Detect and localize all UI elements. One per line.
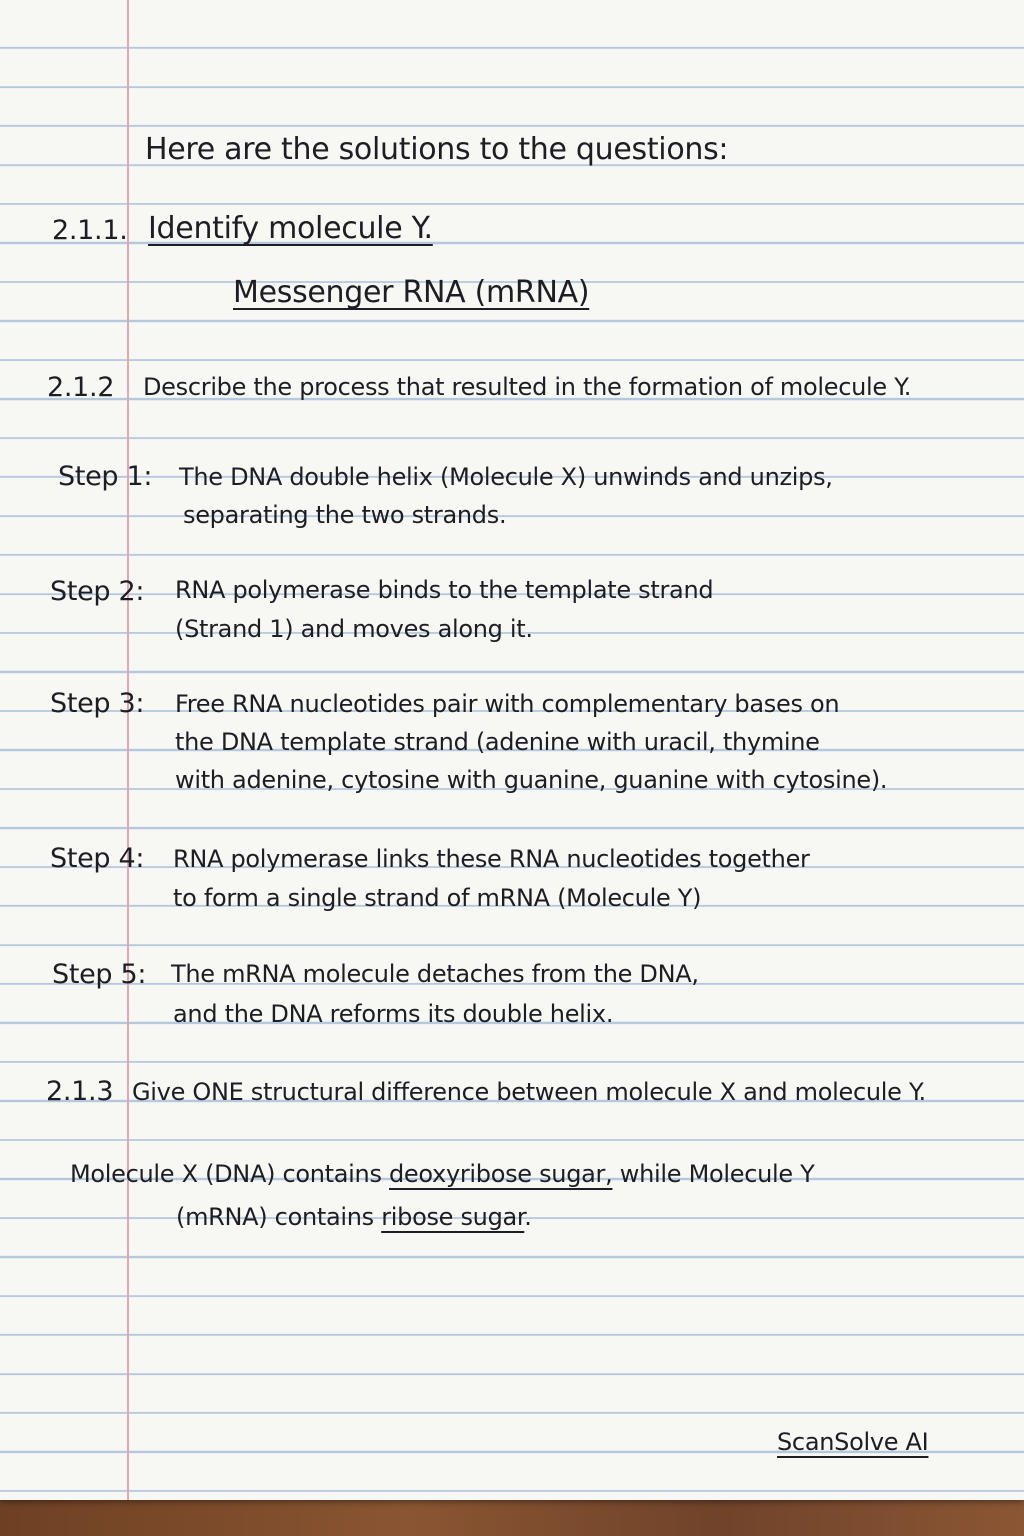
ribose-sugar-term: ribose sugar — [381, 1203, 525, 1231]
step-5-line-1: The mRNA molecule detaches from the DNA, — [171, 960, 699, 988]
intro-heading: Here are the solutions to the questions: — [145, 132, 729, 167]
step-2-label: Step 2: — [50, 576, 145, 607]
question-2-1-1: Identify molecule Y. — [148, 211, 433, 246]
answer-2-1-3-text-a: Molecule X (DNA) contains — [70, 1160, 389, 1188]
step-1-line-1: The DNA double helix (Molecule X) unwinds and unzips, — [179, 463, 833, 491]
signature: ScanSolve AI — [777, 1428, 929, 1456]
step-3-label: Step 3: — [50, 688, 145, 719]
step-1-line-2: separating the two strands. — [183, 501, 507, 529]
step-5-line-2: and the DNA reforms its double helix. — [173, 1000, 614, 1028]
step-5-label: Step 5: — [52, 959, 147, 990]
answer-2-1-3-line-2 — [176, 1205, 532, 1229]
step-2-line-2: (Strand 1) and moves along it. — [175, 615, 533, 643]
question-2-1-2: Describe the process that resulted in the formation of molecule Y. — [143, 373, 912, 401]
step-1-label: Step 1: — [58, 461, 153, 492]
question-number-2-1-1: 2.1.1. — [52, 215, 128, 246]
answer-2-1-3-line-1 — [70, 1162, 815, 1186]
answer-2-1-3-text-f: . — [524, 1203, 532, 1231]
step-4-line-2: to form a single strand of mRNA (Molecule Y) — [173, 884, 702, 912]
answer-2-1-3-text-d: (mRNA) contains — [176, 1203, 382, 1231]
step-2-line-1: RNA polymerase binds to the template strand — [175, 576, 714, 604]
step-4-label: Step 4: — [50, 843, 145, 874]
step-3-line-1: Free RNA nucleotides pair with complementary bases on — [175, 690, 840, 718]
deoxyribose-sugar-term: deoxyribose sugar, — [389, 1160, 613, 1188]
step-4-line-1: RNA polymerase links these RNA nucleotides together — [173, 845, 810, 873]
question-2-1-3: Give ONE structural difference between molecule X and molecule Y. — [132, 1078, 926, 1106]
step-3-line-2: the DNA template strand (adenine with uracil, thymine — [175, 728, 820, 756]
question-number-2-1-2: 2.1.2 — [47, 372, 115, 403]
answer-2-1-3-text-c: while Molecule Y — [612, 1160, 815, 1188]
question-number-2-1-3: 2.1.3 — [46, 1076, 114, 1107]
step-3-line-3: with adenine, cytosine with guanine, guanine with cytosine). — [175, 766, 888, 794]
answer-2-1-1: Messenger RNA (mRNA) — [233, 275, 590, 310]
